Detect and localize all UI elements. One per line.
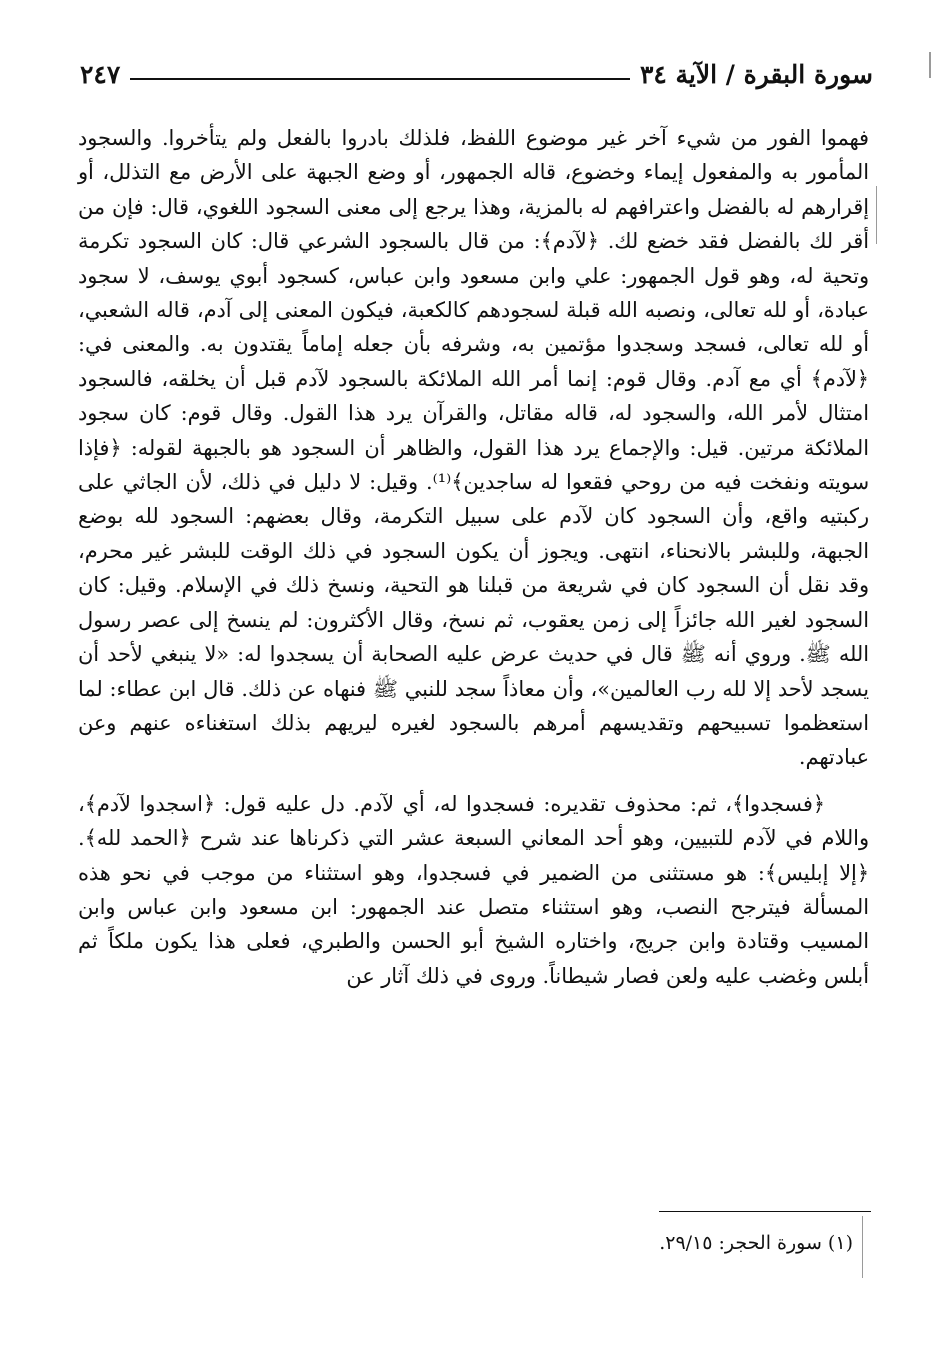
scan-edge-mark-bottom xyxy=(862,1216,863,1278)
header-rule xyxy=(130,78,630,80)
footnote-separator xyxy=(659,1211,871,1212)
running-header xyxy=(80,56,873,92)
footnote-1: (١) سورة الحجر: ٢٩/١٥. xyxy=(659,1232,853,1254)
surah-title: سورة البقرة / الآية ٣٤ xyxy=(639,59,873,89)
scan-edge-mark-top xyxy=(929,52,931,78)
main-text xyxy=(78,121,869,993)
page-number: ٢٤٧ xyxy=(80,59,121,89)
paragraph-1: فهموا الفور من شيء آخر غير موضوع اللفظ، فلذلك بادروا بالفعل ولم يتأخروا. والسجود المأمور به والمفعول إيماء وخضوع، قاله الجمهور، أو وضع الجبهة على الأرض مع التذلل، أو إقرارهم له بالفضل واعترافهم له بالمزية، وهذا يرجع إلى معنى السجود اللغوي، قال: فإن من أقر لك بالفضل فقد خضع لك. ﴿لآدم﴾: من قال بالسجود الشرعي قال: كان السجود تكرمة وتحية له، وهو قول الجمهور: علي وابن مسعود وابن عباس، كسجود أبوي يوسف، لا سجود عبادة، أو لله تعالى، ونصبه الله قبلة لسجودهم كالكعبة، فيكون المعنى إلى آدم، قاله الشعبي، أو لله تعالى، فسجد وسجدوا مؤتمين به، وشرفه بأن جعله إماماً يقتدون به. والمعنى في: ﴿لآدم﴾ أي مع آدم. وقال قوم: إنما أمر الله الملائكة بالسجود لآدم قبل أن يخلقه، فالسجود امتثال لأمر الله، والسجود له، قاله مقاتل، والقرآن يرد هذا القول. وقال قوم: كان سجود الملائكة مرتين. قيل: والإجماع يرد هذا القول، والظاهر أن السجود هو بالجبهة لقوله: ﴿فإذا سويته ونفخت فيه من روحي فقعوا له ساجدين﴾⁽¹⁾. وقيل: لا دليل في ذلك، لأن الجاثي على ركبتيه واقع، وأن السجود كان لآدم على سبيل التكرمة، وقال بعضهم: السجود لله بوضع الجبهة، وللبشر بالانحناء، انتهى. ويجوز أن يكون السجود في ذلك الوقت للبشر غير محرم، وقد نقل أن السجود كان في شريعة من قبلنا هو التحية، ونسخ ذلك في الإسلام. وقيل: كان السجود لغير الله جائزاً إلى زمن يعقوب، ثم نسخ، وقال الأكثرون: لم ينسخ إلى عصر رسول الله ﷺ. وروي أنه ﷺ قال في حديث عرض عليه الصحابة أن يسجدوا له: «لا ينبغي لأحد أن يسجد لأحد إلا لله رب العالمين»، وأن معاذاً سجد للنبي ﷺ فنهاه عن ذلك. قال ابن عطاء: لما استعظموا تسبيحهم وتقديسهم أمرهم بالسجود لغيره ليريهم بذلك استغناءه عنهم وعن عبادتهم. xyxy=(78,126,869,770)
scan-edge-mark-middle xyxy=(876,186,877,244)
paragraph-2: ﴿فسجدوا﴾، ثم: محذوف تقديره: فسجدوا له، أي لآدم. دل عليه قول: ﴿اسجدوا لآدم﴾، واللام في لآدم للتبيين، وهو أحد المعاني السبعة عشر التي ذكرناها عند شرح ﴿الحمد لله﴾. ﴿إلا إبليس﴾: هو مستثنى من الضمير في فسجدوا، وهو استثناء من موجب في نحو هذه المسألة فيترجح النصب، وهو استثناء متصل عند الجمهور: ابن مسعود وابن عباس وابن المسيب وقتادة وابن جريج، واختاره الشيخ أبو الحسن والطبري، فعلى هذا يكون ملكاً ثم أبلس وغضب عليه ولعن فصار شيطاناً. وروى في ذلك آثار عن xyxy=(78,791,869,988)
